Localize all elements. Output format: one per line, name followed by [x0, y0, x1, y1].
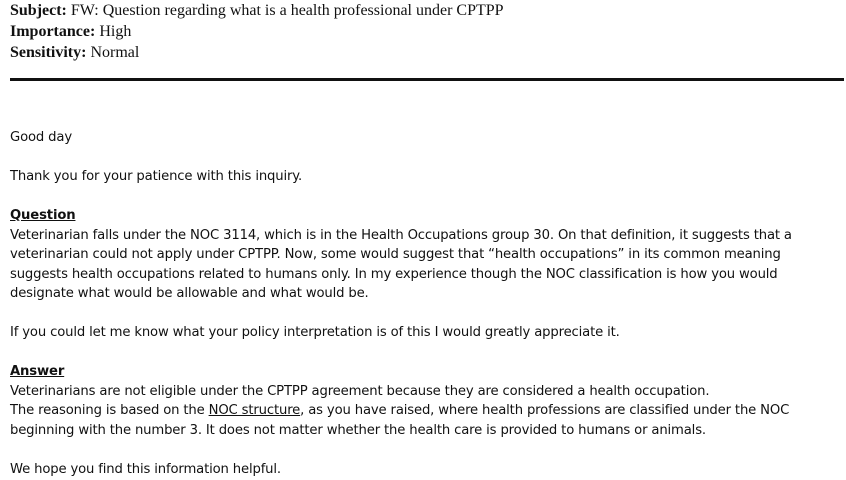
subject-row — [10, 0, 504, 21]
answer-heading: Answer — [10, 364, 65, 379]
sensitivity-row — [10, 42, 504, 63]
question-heading: Question — [10, 208, 76, 223]
question-text: Veterinarian falls under the NOC 3114, which is in the Health Occupations group 30. On that definition, it suggests that a veterinarian could not apply under CPTPP. Now, some would suggest that “health occupations” in its common meaning suggests health occupations related to humans only. In my experience though the NOC classification is how you would designate what would be allowable and what would be. — [10, 227, 792, 301]
question-followup: If you could let me know what your policy interpretation is of this I would greatly appreciate it. — [10, 325, 620, 340]
subject-value: FW: Question regarding what is a health professional under CPTPP — [70, 2, 504, 19]
importance-row — [10, 21, 504, 42]
answer-line-1: Veterinarians are not eligible under the CPTPP agreement because they are considered a health occupation. — [10, 383, 710, 399]
header-divider — [10, 78, 844, 81]
answer-line-2 — [10, 401, 840, 440]
noc-structure-link[interactable]: NOC structure — [208, 403, 301, 418]
subject-label: Subject: — [10, 2, 67, 19]
closing-line: We hope you find this information helpful. — [10, 461, 281, 477]
importance-label: Importance: — [10, 23, 96, 40]
answer-line-2-before: The reasoning is based on the — [10, 403, 209, 418]
sensitivity-label: Sensitivity: — [10, 44, 87, 61]
importance-value: High — [99, 23, 132, 40]
greeting: Good day — [10, 130, 72, 145]
email-body — [10, 128, 840, 479]
email-header — [10, 0, 504, 63]
sensitivity-value: Normal — [90, 44, 140, 61]
thanks-line: Thank you for your patience with this inquiry. — [10, 169, 303, 184]
answer-line-2-after: , as you have raised, where health professions are classified under the NOC beginning with the number 3. It does not matter whether the health care is provided to humans or animals. — [10, 403, 790, 438]
